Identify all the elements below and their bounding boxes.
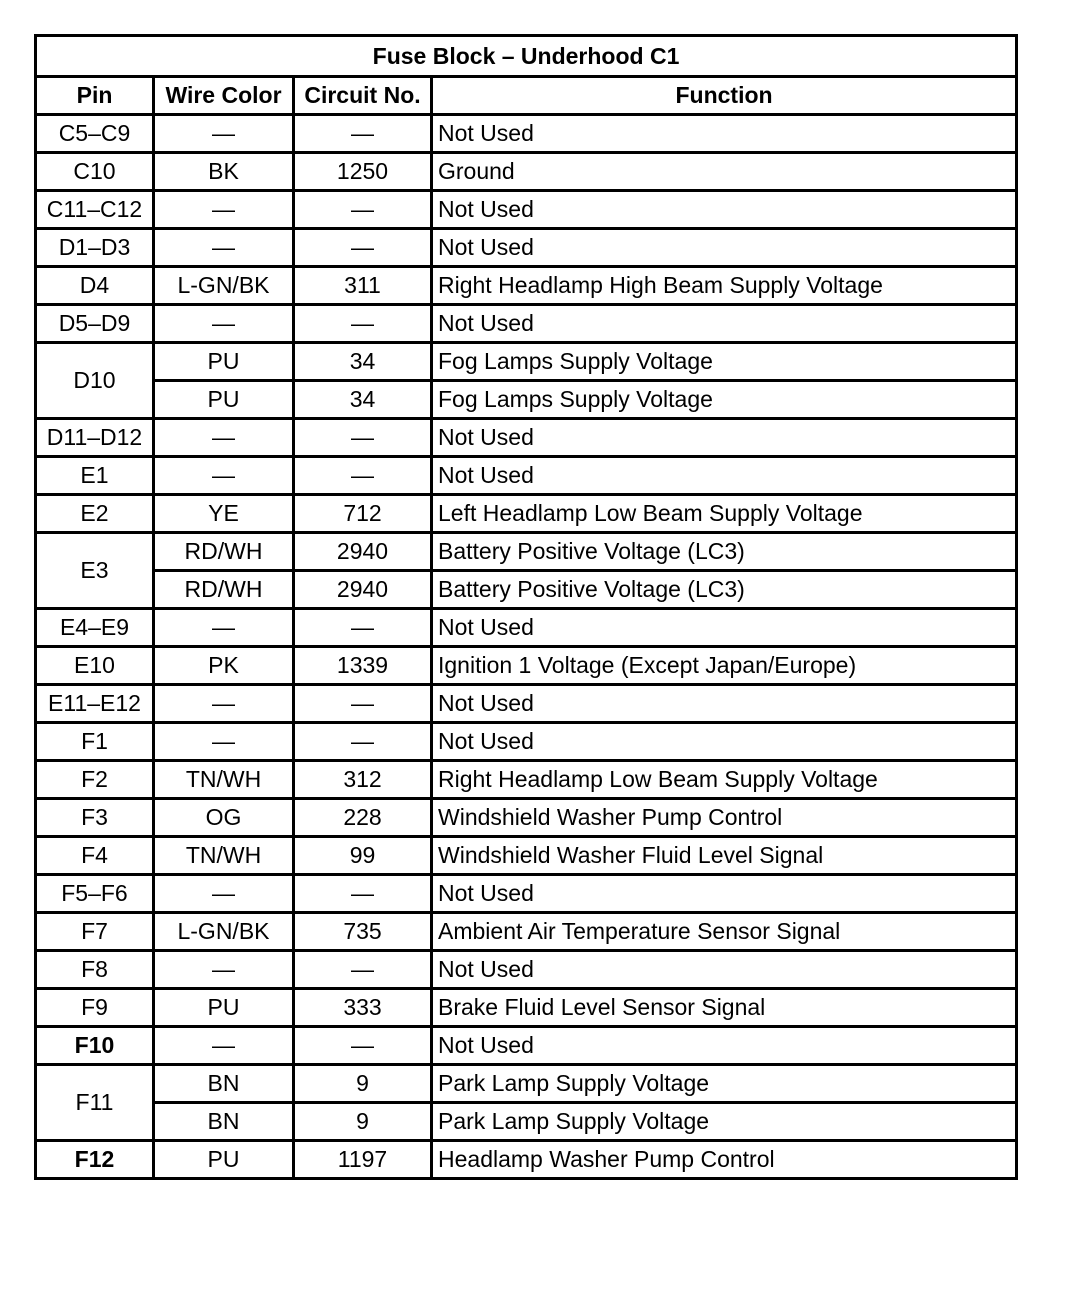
table-row — [36, 343, 1017, 381]
header-wire-color: Wire Color — [154, 77, 294, 115]
table-row — [36, 533, 1017, 571]
fuse-block-table — [34, 34, 1018, 1180]
pin-cell: F11 — [36, 1065, 154, 1141]
wire-color-cell: PU — [154, 343, 294, 381]
function-cell: Not Used — [432, 875, 1017, 913]
pin-cell: C11–C12 — [36, 191, 154, 229]
table-row — [36, 571, 1017, 609]
wire-color-cell: RD/WH — [154, 571, 294, 609]
circuit-no-cell: 228 — [294, 799, 432, 837]
pin-cell: C10 — [36, 153, 154, 191]
wire-color-cell: — — [154, 609, 294, 647]
table-row — [36, 799, 1017, 837]
table-row — [36, 647, 1017, 685]
function-cell: Fog Lamps Supply Voltage — [432, 343, 1017, 381]
pin-cell: F7 — [36, 913, 154, 951]
circuit-no-cell: 312 — [294, 761, 432, 799]
function-cell: Ignition 1 Voltage (Except Japan/Europe) — [432, 647, 1017, 685]
pin-cell: F10 — [36, 1027, 154, 1065]
circuit-no-cell: 311 — [294, 267, 432, 305]
circuit-no-cell: 99 — [294, 837, 432, 875]
function-cell: Windshield Washer Fluid Level Signal — [432, 837, 1017, 875]
function-cell: Right Headlamp Low Beam Supply Voltage — [432, 761, 1017, 799]
circuit-no-cell: 2940 — [294, 571, 432, 609]
table-row — [36, 305, 1017, 343]
function-cell: Not Used — [432, 115, 1017, 153]
pin-cell: F2 — [36, 761, 154, 799]
circuit-no-cell: 9 — [294, 1065, 432, 1103]
pin-cell: E2 — [36, 495, 154, 533]
table-body — [36, 115, 1017, 1179]
function-cell: Not Used — [432, 305, 1017, 343]
wire-color-cell: PU — [154, 381, 294, 419]
wire-color-cell: L-GN/BK — [154, 267, 294, 305]
table-row — [36, 1027, 1017, 1065]
wire-color-cell: YE — [154, 495, 294, 533]
table-row — [36, 609, 1017, 647]
circuit-no-cell: 333 — [294, 989, 432, 1027]
wire-color-cell: PK — [154, 647, 294, 685]
table-title: Fuse Block – Underhood C1 — [36, 36, 1017, 77]
pin-cell: D5–D9 — [36, 305, 154, 343]
table-row — [36, 723, 1017, 761]
table-row — [36, 229, 1017, 267]
function-cell: Ambient Air Temperature Sensor Signal — [432, 913, 1017, 951]
function-cell: Ground — [432, 153, 1017, 191]
pin-cell: D4 — [36, 267, 154, 305]
pin-cell: F4 — [36, 837, 154, 875]
function-cell: Headlamp Washer Pump Control — [432, 1141, 1017, 1179]
table-row — [36, 457, 1017, 495]
table-row — [36, 381, 1017, 419]
pin-cell: F9 — [36, 989, 154, 1027]
circuit-no-cell: — — [294, 115, 432, 153]
circuit-no-cell: — — [294, 723, 432, 761]
circuit-no-cell: — — [294, 875, 432, 913]
function-cell: Not Used — [432, 685, 1017, 723]
function-cell: Not Used — [432, 723, 1017, 761]
circuit-no-cell: 1250 — [294, 153, 432, 191]
wire-color-cell: L-GN/BK — [154, 913, 294, 951]
wire-color-cell: BK — [154, 153, 294, 191]
pin-cell: F12 — [36, 1141, 154, 1179]
function-cell: Left Headlamp Low Beam Supply Voltage — [432, 495, 1017, 533]
pin-cell: C5–C9 — [36, 115, 154, 153]
connector-table-sheet — [34, 34, 1015, 1180]
wire-color-cell: — — [154, 951, 294, 989]
table-row — [36, 1065, 1017, 1103]
header-circuit-no: Circuit No. — [294, 77, 432, 115]
wire-color-cell: TN/WH — [154, 761, 294, 799]
wire-color-cell: — — [154, 229, 294, 267]
wire-color-cell: — — [154, 457, 294, 495]
function-cell: Not Used — [432, 191, 1017, 229]
table-row — [36, 685, 1017, 723]
wire-color-cell: — — [154, 685, 294, 723]
pin-cell: E3 — [36, 533, 154, 609]
table-row — [36, 761, 1017, 799]
table-row — [36, 495, 1017, 533]
function-cell: Fog Lamps Supply Voltage — [432, 381, 1017, 419]
circuit-no-cell: 34 — [294, 343, 432, 381]
table-row — [36, 989, 1017, 1027]
table-row — [36, 875, 1017, 913]
wire-color-cell: PU — [154, 1141, 294, 1179]
pin-cell: F3 — [36, 799, 154, 837]
title-row — [36, 36, 1017, 77]
wire-color-cell: PU — [154, 989, 294, 1027]
pin-cell: D11–D12 — [36, 419, 154, 457]
circuit-no-cell: — — [294, 609, 432, 647]
circuit-no-cell: 735 — [294, 913, 432, 951]
circuit-no-cell: — — [294, 685, 432, 723]
function-cell: Not Used — [432, 1027, 1017, 1065]
wire-color-cell: OG — [154, 799, 294, 837]
table-row — [36, 153, 1017, 191]
header-row — [36, 77, 1017, 115]
function-cell: Brake Fluid Level Sensor Signal — [432, 989, 1017, 1027]
pin-cell: E11–E12 — [36, 685, 154, 723]
function-cell: Not Used — [432, 951, 1017, 989]
wire-color-cell: — — [154, 115, 294, 153]
pin-cell: D10 — [36, 343, 154, 419]
wire-color-cell: — — [154, 723, 294, 761]
table-row — [36, 1141, 1017, 1179]
table-row — [36, 419, 1017, 457]
wire-color-cell: — — [154, 305, 294, 343]
circuit-no-cell: 1197 — [294, 1141, 432, 1179]
pin-cell: E1 — [36, 457, 154, 495]
table-row — [36, 913, 1017, 951]
function-cell: Not Used — [432, 419, 1017, 457]
table-row — [36, 267, 1017, 305]
function-cell: Battery Positive Voltage (LC3) — [432, 533, 1017, 571]
circuit-no-cell: — — [294, 1027, 432, 1065]
circuit-no-cell: 1339 — [294, 647, 432, 685]
function-cell: Park Lamp Supply Voltage — [432, 1065, 1017, 1103]
function-cell: Windshield Washer Pump Control — [432, 799, 1017, 837]
table-row — [36, 951, 1017, 989]
circuit-no-cell: — — [294, 191, 432, 229]
wire-color-cell: — — [154, 875, 294, 913]
pin-cell: E10 — [36, 647, 154, 685]
circuit-no-cell: 712 — [294, 495, 432, 533]
wire-color-cell: BN — [154, 1103, 294, 1141]
wire-color-cell: TN/WH — [154, 837, 294, 875]
circuit-no-cell: — — [294, 419, 432, 457]
pin-cell: F1 — [36, 723, 154, 761]
function-cell: Not Used — [432, 229, 1017, 267]
circuit-no-cell: 34 — [294, 381, 432, 419]
circuit-no-cell: 2940 — [294, 533, 432, 571]
pin-cell: F5–F6 — [36, 875, 154, 913]
wire-color-cell: — — [154, 1027, 294, 1065]
table-row — [36, 837, 1017, 875]
function-cell: Park Lamp Supply Voltage — [432, 1103, 1017, 1141]
pin-cell: D1–D3 — [36, 229, 154, 267]
function-cell: Right Headlamp High Beam Supply Voltage — [432, 267, 1017, 305]
pin-cell: F8 — [36, 951, 154, 989]
circuit-no-cell: 9 — [294, 1103, 432, 1141]
wire-color-cell: BN — [154, 1065, 294, 1103]
function-cell: Not Used — [432, 457, 1017, 495]
wire-color-cell: — — [154, 191, 294, 229]
circuit-no-cell: — — [294, 457, 432, 495]
wire-color-cell: — — [154, 419, 294, 457]
circuit-no-cell: — — [294, 305, 432, 343]
circuit-no-cell: — — [294, 951, 432, 989]
header-function: Function — [432, 77, 1017, 115]
table-row — [36, 115, 1017, 153]
function-cell: Battery Positive Voltage (LC3) — [432, 571, 1017, 609]
circuit-no-cell: — — [294, 229, 432, 267]
pin-cell: E4–E9 — [36, 609, 154, 647]
function-cell: Not Used — [432, 609, 1017, 647]
table-row — [36, 191, 1017, 229]
table-row — [36, 1103, 1017, 1141]
wire-color-cell: RD/WH — [154, 533, 294, 571]
header-pin: Pin — [36, 77, 154, 115]
